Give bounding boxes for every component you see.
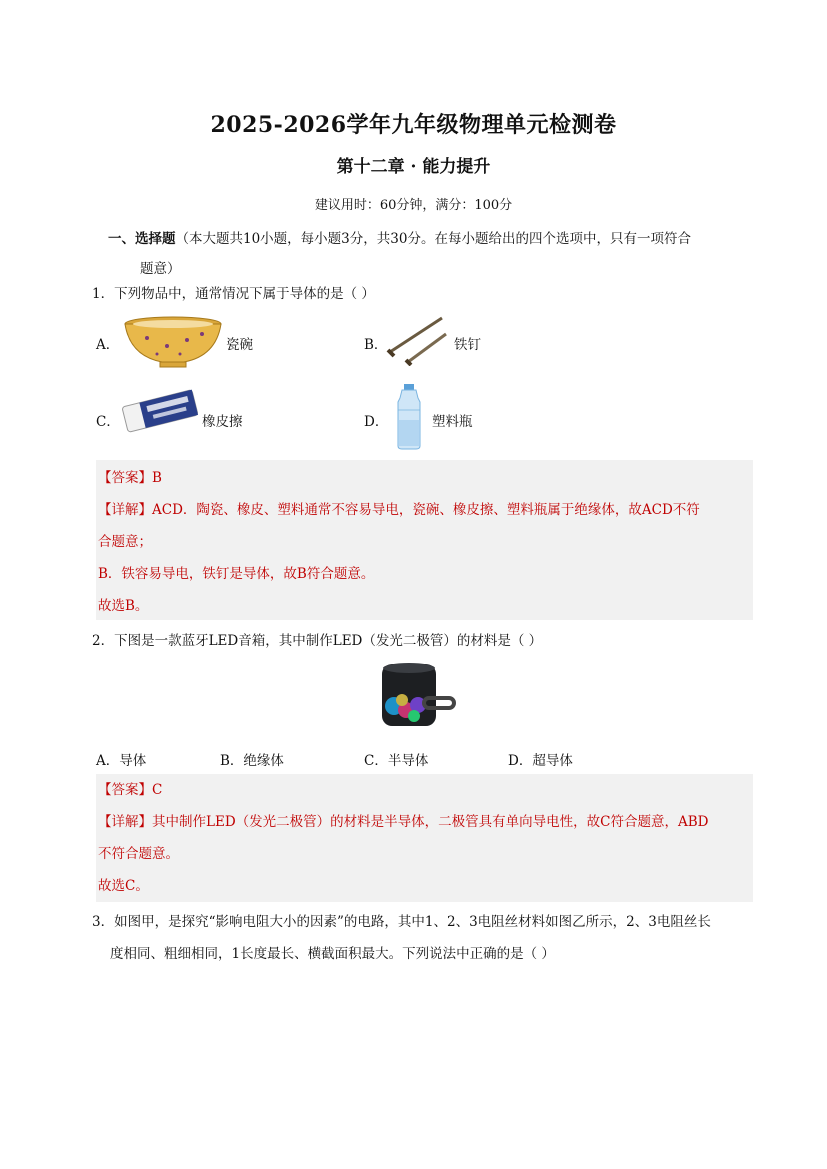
plastic-bottle-icon — [394, 384, 424, 450]
section-heading — [108, 224, 758, 284]
page-subtitle: 第十二章 · 能力提升 — [336, 157, 491, 177]
q2-option-a[interactable] — [96, 749, 146, 769]
section-title: 一、选择题 — [108, 231, 176, 247]
option-label: C． — [364, 753, 388, 769]
option-text: 超导体 — [532, 753, 573, 769]
q1-conclusion: 故选B。 — [98, 598, 149, 614]
answer-value: B — [152, 470, 162, 486]
q2-conclusion: 故选C。 — [98, 878, 149, 894]
q1-option-a[interactable] — [96, 333, 119, 353]
option-label: D． — [364, 414, 389, 430]
section-note-cont: 题意） — [140, 261, 181, 277]
option-label: B． — [220, 753, 244, 769]
q3-stem-line2: 度相同、粗细相同，1长度最长、横截面积最大。下列说法中正确的是（ ） — [110, 946, 555, 962]
q1-option-c-text: 橡皮擦 — [202, 414, 243, 430]
q2-detail — [96, 806, 753, 838]
q1-answer-box — [96, 460, 753, 620]
option-text: 半导体 — [387, 753, 429, 769]
detail-text: 其中制作LED（发光二极管）的材料是半导体，二极管具有单向导电性，故C符合题意，ABD — [152, 814, 709, 830]
exam-meta: 建议用时：60分钟，满分：100分 — [314, 198, 513, 213]
option-text: 导体 — [119, 753, 147, 769]
answer-value: C — [152, 782, 163, 798]
q2-option-c[interactable] — [364, 749, 428, 769]
page-title: 2025-2026学年九年级物理单元检测卷 — [210, 112, 617, 138]
iron-nail-icon — [386, 314, 450, 366]
option-label: B． — [364, 337, 388, 353]
q3-stem-line1: 3．如图甲，是探究“影响电阻大小的因素”的电路，其中1、2、3电阻丝材料如图乙所示，2、3电阻丝长 — [92, 914, 711, 930]
q1-option-b-text: 铁钉 — [454, 337, 481, 353]
q1-detail — [96, 494, 753, 526]
q1-detail-cont: 合题意； — [98, 534, 152, 550]
option-text: 绝缘体 — [243, 753, 284, 769]
q2-option-b[interactable] — [220, 749, 284, 769]
q1-option-a-text: 瓷碗 — [226, 337, 253, 353]
eraser-icon — [118, 386, 202, 436]
q1-option-b[interactable] — [364, 333, 387, 353]
option-label: D． — [508, 753, 533, 769]
q1-answer — [96, 462, 753, 494]
q1-option-c[interactable] — [96, 410, 120, 430]
answer-tag: 【答案】 — [98, 782, 152, 798]
q1-option-d[interactable] — [364, 410, 388, 430]
option-label: C． — [96, 414, 120, 430]
q1-option-d-text: 塑料瓶 — [432, 414, 473, 430]
question-1-stem: 1．下列物品中，通常情况下属于导体的是（ ） — [92, 286, 375, 302]
q2-option-d[interactable] — [508, 749, 573, 769]
answer-tag: 【答案】 — [98, 470, 152, 486]
option-label: A． — [96, 337, 120, 353]
q2-detail-cont: 不符合题意。 — [98, 846, 179, 862]
q2-answer — [96, 774, 753, 806]
detail-text: ACD．陶瓷、橡皮、塑料通常不容易导电，瓷碗、橡皮擦、塑料瓶属于绝缘体，故ACD不符 — [152, 502, 700, 518]
question-2-stem: 2．下图是一款蓝牙LED音箱，其中制作LED（发光二极管）的材料是（ ） — [92, 633, 543, 649]
porcelain-bowl-icon — [122, 316, 224, 368]
detail-tag: 【详解】 — [98, 814, 152, 830]
section-note: （本大题共10小题，每小题3分，共30分。在每小题给出的四个选项中，只有一项符合 — [175, 231, 691, 247]
q2-answer-box — [96, 774, 753, 902]
bluetooth-speaker-icon — [376, 660, 458, 730]
detail-tag: 【详解】 — [98, 502, 152, 518]
question-3-stem — [92, 906, 756, 970]
option-label: A． — [96, 753, 120, 769]
q1-detail-b: B．铁容易导电，铁钉是导体，故B符合题意。 — [98, 566, 375, 582]
